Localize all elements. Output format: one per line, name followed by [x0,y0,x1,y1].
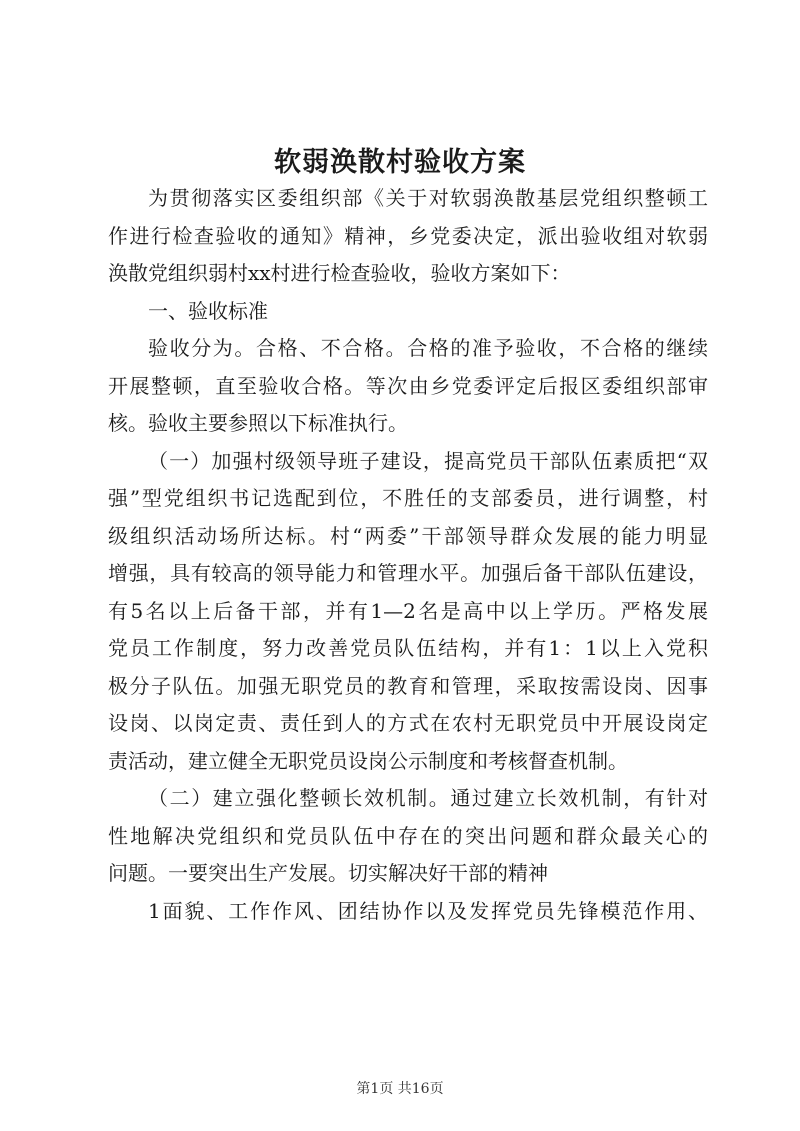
page-number: 第1页 共16页 [356,1081,444,1097]
text-line: 有5名以上后备干部，并有1—2名是高中以上学历。严格发展 [108,598,708,623]
text-line: 开展整顿，直至验收合格。等次由乡党委评定后报区委组织部审 [108,373,708,398]
text-line: 涣散党组织弱村xx村进行检查验收，验收方案如下： [108,261,571,285]
text-line: 为贯彻落实区委组织部《关于对软弱涣散基层党组织整顿工 [148,186,708,210]
text-line: 责活动，建立健全无职党员设岗公示制度和考核督查机制。 [108,748,628,773]
text-line: 验收分为。合格、不合格。合格的准予验收，不合格的继续 [148,336,708,360]
text-line: 强”型党组织书记选配到位，不胜任的支部委员，进行调整，村 [108,486,708,510]
text-line: 极分子队伍。加强无职党员的教育和管理，采取按需设岗、因事 [108,673,708,698]
text-line: 问题。一要突出生产发展。切实解决好干部的精神 [108,861,548,885]
text-line: （一）加强村级领导班子建设，提高党员干部队伍素质把“双 [148,448,708,473]
text-line: 级组织活动场所达标。村“两委”干部领导群众发展的能力明显 [108,523,708,548]
text-line: 核。验收主要参照以下标准执行。 [108,411,408,435]
text-line: 作进行检查验收的通知》精神，乡党委决定，派出验收组对软弱 [108,223,708,248]
document-body [108,180,708,930]
text-line: 党员工作制度，努力改善党员队伍结构，并有1：1以上入党积 [108,636,708,660]
text-line: 1面貌、工作作风、团结协作以及发挥党员先锋模范作用、 [148,898,708,923]
text-line: 增强，具有较高的领导能力和管理水平。加强后备干部队伍建设， [108,561,708,585]
text-line: 性地解决党组织和党员队伍中存在的突出问题和群众最关心的 [108,823,708,848]
text-line: （二）建立强化整顿长效机制。通过建立长效机制，有针对 [148,786,708,810]
document-title: 软弱涣散村验收方案 [274,147,526,178]
section-heading: 一、验收标准 [148,298,268,323]
text-line: 设岗、以岗定责、责任到人的方式在农村无职党员中开展设岗定 [108,711,708,735]
